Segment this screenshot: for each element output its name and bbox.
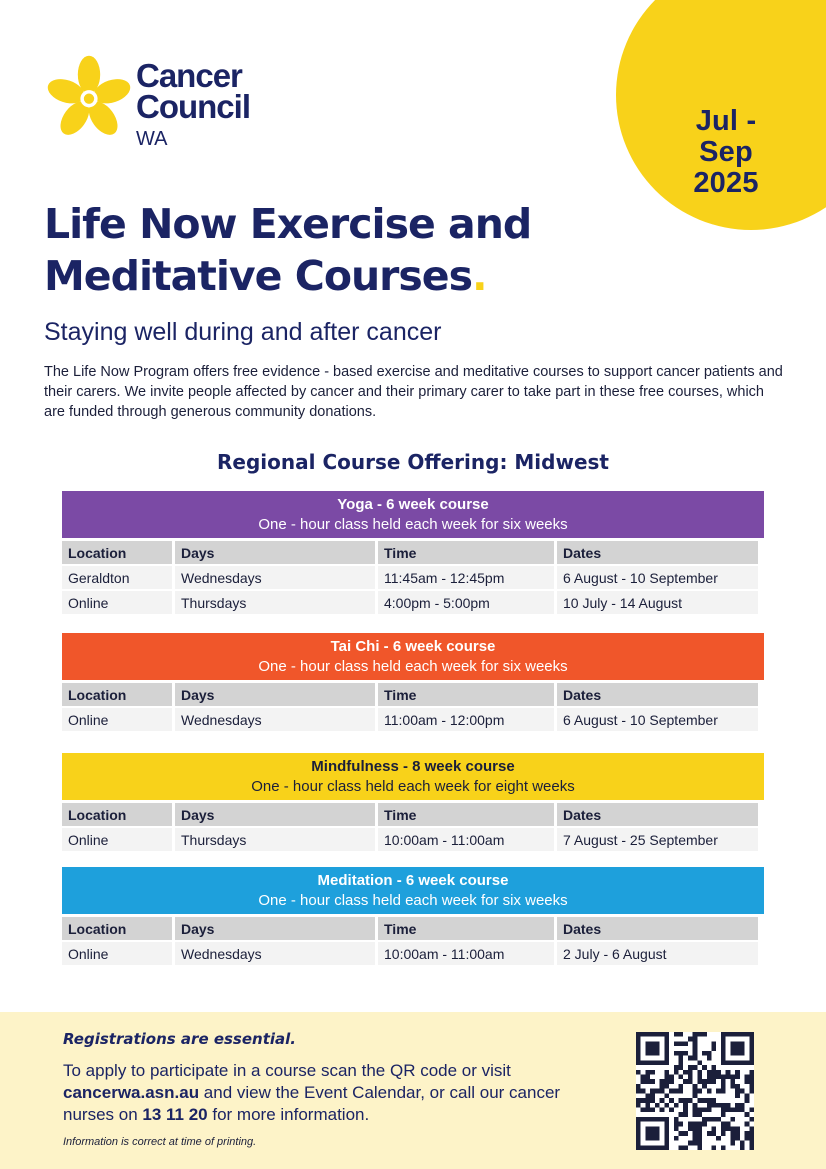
date-range-months: Jul - Sep: [695, 105, 757, 168]
footer-text-part1: To apply to participate in a course scan the QR code or visit: [63, 1061, 511, 1080]
column-header: Location: [62, 541, 172, 564]
table-header-row: [62, 917, 758, 940]
footer-disclaimer: Information is correct at time of printing.: [63, 1136, 257, 1148]
table-cell: Online: [62, 591, 172, 614]
table-row: [62, 942, 758, 965]
table-row: [62, 828, 758, 851]
course-description: One - hour class held each week for six weeks: [258, 658, 568, 675]
table-cell: 6 August - 10 September: [557, 566, 758, 589]
section-heading: Regional Course Offering: Midwest: [217, 450, 609, 474]
schedule-table: [59, 915, 761, 967]
title-dot: .: [472, 252, 487, 300]
column-header: Location: [62, 917, 172, 940]
table-row: [62, 591, 758, 614]
course-header: [62, 633, 764, 680]
column-header: Days: [175, 803, 375, 826]
table-cell: 10:00am - 11:00am: [378, 828, 554, 851]
column-header: Location: [62, 803, 172, 826]
course-title: Mindfulness - 8 week course: [311, 758, 515, 775]
table-row: [62, 708, 758, 731]
intro-paragraph: The Life Now Program offers free evidence - based exercise and meditative courses to support cancer patients and their carers. We invite people affected by cancer and their primary carer to take part in these free courses, which are funded through generous community donations.: [44, 364, 783, 420]
course-description: One - hour class held each week for six weeks: [258, 516, 568, 533]
footer-text-part2: and view the Event Calendar, or call our cancer nurses on: [63, 1083, 561, 1124]
course-header: [62, 491, 764, 538]
logo-text-cancer: Cancer: [136, 57, 242, 94]
website-link[interactable]: cancerwa.asn.au: [63, 1083, 200, 1102]
table-row: [62, 566, 758, 589]
schedule-table: [59, 801, 761, 853]
logo-text-wa: WA: [136, 128, 168, 150]
table-cell: 11:00am - 12:00pm: [378, 708, 554, 731]
date-range-badge: [676, 106, 776, 199]
daffodil-logo-icon: [46, 54, 132, 140]
table-cell: Wednesdays: [175, 566, 375, 589]
footer-instructions: [63, 1060, 603, 1126]
course-description: One - hour class held each week for eight weeks: [251, 778, 575, 795]
table-cell: Online: [62, 708, 172, 731]
column-header: Time: [378, 683, 554, 706]
column-header: Location: [62, 683, 172, 706]
title-line-2: Meditative Courses: [44, 252, 473, 300]
footer-panel: [0, 1012, 826, 1169]
column-header: Dates: [557, 683, 758, 706]
table-cell: Thursdays: [175, 828, 375, 851]
footer-heading: Registrations are essential.: [63, 1030, 296, 1048]
course-block: [62, 753, 764, 853]
column-header: Time: [378, 917, 554, 940]
table-cell: 6 August - 10 September: [557, 708, 758, 731]
table-cell: Wednesdays: [175, 942, 375, 965]
course-block: [62, 633, 764, 733]
column-header: Time: [378, 541, 554, 564]
column-header: Dates: [557, 541, 758, 564]
column-header: Dates: [557, 803, 758, 826]
course-title: Tai Chi - 6 week course: [330, 638, 496, 655]
page-subtitle: Staying well during and after cancer: [44, 318, 442, 346]
table-cell: 10:00am - 11:00am: [378, 942, 554, 965]
logo-text-council: Council: [136, 88, 250, 125]
schedule-table: [59, 539, 761, 616]
phone-number[interactable]: 13 11 20: [142, 1105, 208, 1124]
column-header: Days: [175, 683, 375, 706]
table-cell: Geraldton: [62, 566, 172, 589]
course-title: Meditation - 6 week course: [317, 872, 509, 889]
course-description: One - hour class held each week for six weeks: [258, 892, 568, 909]
table-cell: Online: [62, 942, 172, 965]
table-cell: Wednesdays: [175, 708, 375, 731]
cancer-council-logo: [46, 54, 250, 154]
table-cell: 2 July - 6 August: [557, 942, 758, 965]
course-header: [62, 867, 764, 914]
column-header: Time: [378, 803, 554, 826]
table-header-row: [62, 683, 758, 706]
table-header-row: [62, 541, 758, 564]
table-cell: 10 July - 14 August: [557, 591, 758, 614]
qr-code-icon[interactable]: [636, 1032, 754, 1150]
schedule-table: [59, 681, 761, 733]
course-block: [62, 867, 764, 967]
course-block: [62, 491, 764, 616]
date-range-year: 2025: [693, 167, 759, 199]
column-header: Days: [175, 541, 375, 564]
course-header: [62, 753, 764, 800]
table-header-row: [62, 803, 758, 826]
table-cell: Thursdays: [175, 591, 375, 614]
table-cell: 4:00pm - 5:00pm: [378, 591, 554, 614]
column-header: Dates: [557, 917, 758, 940]
table-cell: 11:45am - 12:45pm: [378, 566, 554, 589]
table-cell: Online: [62, 828, 172, 851]
column-header: Days: [175, 917, 375, 940]
footer-text-part3: for more information.: [207, 1105, 370, 1124]
course-title: Yoga - 6 week course: [337, 496, 489, 513]
page-title: [44, 198, 604, 302]
title-line-1: Life Now Exercise and: [44, 200, 532, 248]
table-cell: 7 August - 25 September: [557, 828, 758, 851]
